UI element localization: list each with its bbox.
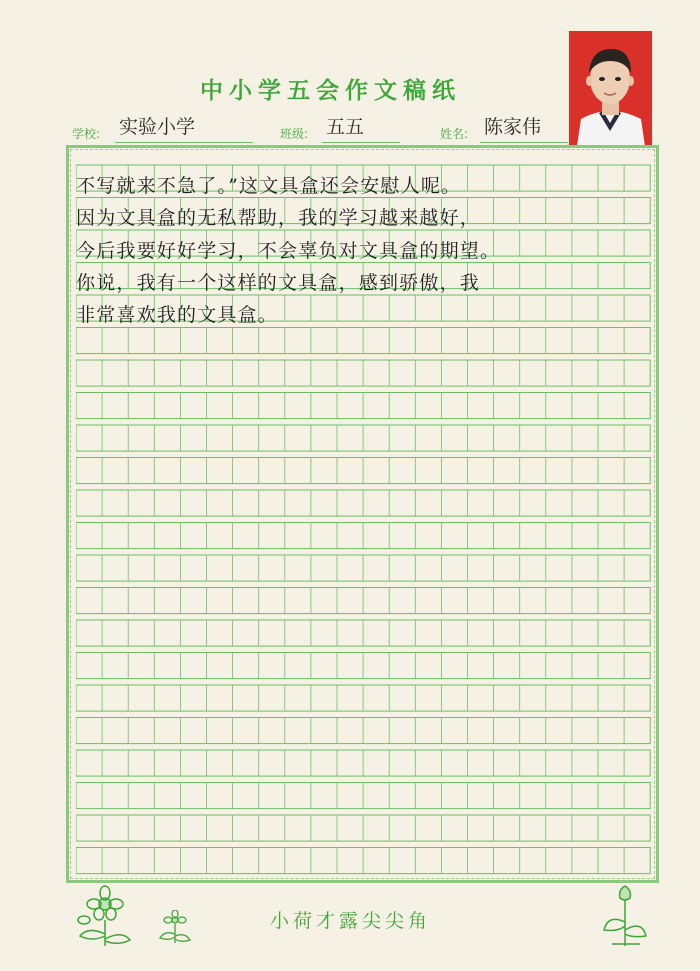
school-label: 学校: xyxy=(72,127,101,141)
essay-line-2: 因为文具盒的无私帮助，我的学习越来越好， xyxy=(76,207,481,229)
writing-grid xyxy=(76,161,651,881)
class-value: 五五 xyxy=(322,112,400,143)
name-label: 姓名: xyxy=(440,127,469,141)
small-flower-icon xyxy=(155,910,195,945)
essay-line-3: 今后我要好好学习，不会辜负对文具盒的期望。 xyxy=(76,240,501,262)
page-title: 中小学五会作文稿纸 xyxy=(200,78,461,104)
essay-line-1: 不写就来不急了。”这文具盒还会安慰人呢。 xyxy=(76,175,462,197)
name-value: 陈家伟 xyxy=(480,112,568,143)
footer-slogan: 小荷才露尖尖角 xyxy=(270,910,432,932)
student-portrait-icon xyxy=(569,31,652,146)
tulip-icon xyxy=(598,880,653,948)
school-value: 实验小学 xyxy=(115,112,253,143)
class-label: 班级: xyxy=(280,127,309,141)
essay-line-5: 非常喜欢我的文具盒。 xyxy=(76,304,279,326)
flower-icon xyxy=(70,884,140,949)
student-photo xyxy=(569,31,652,146)
essay-line-4: 你说，我有一个这样的文具盒，感到骄傲，我 xyxy=(76,272,481,294)
